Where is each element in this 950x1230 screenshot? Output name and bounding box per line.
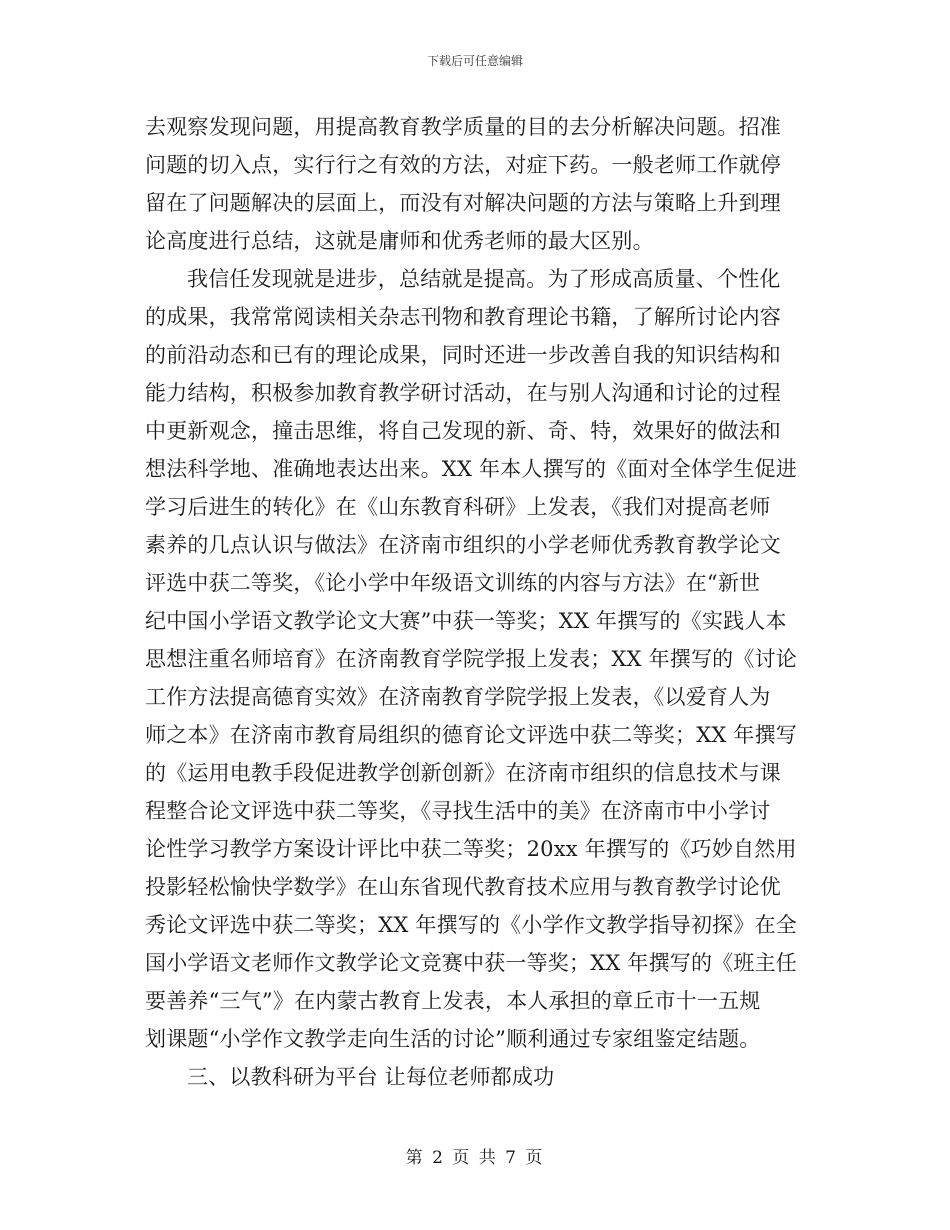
page-header: 下载后可任意编辑 [426, 54, 523, 68]
body-line: 想法科学地、准确地表达出来。XX 年本人撰写的《面对全体学生促进 [145, 457, 797, 481]
body-line: 论性学习教学方案设计评比中获二等奖；20xx 年撰写的《巧妙自然用 [145, 837, 797, 861]
body-line: 工作方法提高德育实效》在济南教育学院学报上发表，《以爱育人为 [145, 685, 771, 709]
body-line: 投影轻松愉快学数学》在山东省现代教育技术应用与教育教学讨论优 [145, 875, 781, 899]
body-line: 纪中国小学语文教学论文大赛”中获一等奖；XX 年撰写的《实践人本 [145, 609, 787, 633]
body-line: 能力结构，积极参加教育教学研讨活动，在与别人沟通和讨论的过程 [145, 381, 781, 405]
body-line: 秀论文评选中获二等奖；XX 年撰写的《小学作文教学指导初探》在全 [145, 913, 797, 937]
body-line: 评选中获二等奖，《论小学中年级语文训练的内容与方法》在“新世 [145, 571, 761, 595]
body-line: 论高度进行总结，这就是庸师和优秀老师的最大区别。 [145, 229, 654, 253]
body-line: 师之本》在济南市教育局组织的德育论文评选中获二等奖；XX 年撰写 [145, 723, 797, 747]
body-line: 国小学语文老师作文教学论文竞赛中获一等奖；XX 年撰写的《班主任 [145, 951, 797, 975]
body-line: 留在了问题解决的层面上，而没有对解决问题的方法与策略上升到理 [145, 191, 781, 215]
body-line: 问题的切入点，实行行之有效的方法，对症下药。一般老师工作就停 [145, 153, 781, 177]
body-line: 划课题“小学作文教学走向生活的讨论”顺利通过专家组鉴定结题。 [145, 1027, 761, 1051]
body-line: 素养的几点认识与做法》在济南市组织的小学老师优秀教育教学论文 [145, 533, 781, 557]
page-number-footer: 第 2 页 共 7 页 [405, 1148, 545, 1168]
body-line: 的《运用电教手段促进教学创新创新》在济南市组织的信息技术与课 [145, 761, 781, 785]
body-line: 中更新观念，撞击思维，将自己发现的新、奇、特，效果好的做法和 [145, 419, 781, 443]
body-line: 的成果，我常常阅读相关杂志刊物和教育理论书籍，了解所讨论内容 [145, 305, 781, 329]
body-line: 程整合论文评选中获二等奖，《寻找生活中的美》在济南市中小学讨 [145, 799, 771, 823]
paragraph-first-line: 我信任发现就是进步，总结就是提高。为了形成高质量、个性化 [187, 267, 781, 291]
body-line: 要善养“三气”》在内蒙古教育上发表，本人承担的章丘市十一五规 [145, 989, 761, 1013]
body-line: 学习后进生的转化》在《山东教育科研》上发表，《我们对提高老师 [145, 495, 771, 519]
body-line: 的前沿动态和已有的理论成果，同时还进一步改善自我的知识结构和 [145, 343, 781, 367]
body-line: 去观察发现问题，用提高教育教学质量的目的去分析解决问题。招准 [145, 115, 781, 139]
body-line: 思想注重名师培育》在济南教育学院学报上发表；XX 年撰写的《讨论 [145, 647, 797, 671]
section-heading: 三、以教科研为平台 让每位老师都成功 [187, 1065, 555, 1089]
